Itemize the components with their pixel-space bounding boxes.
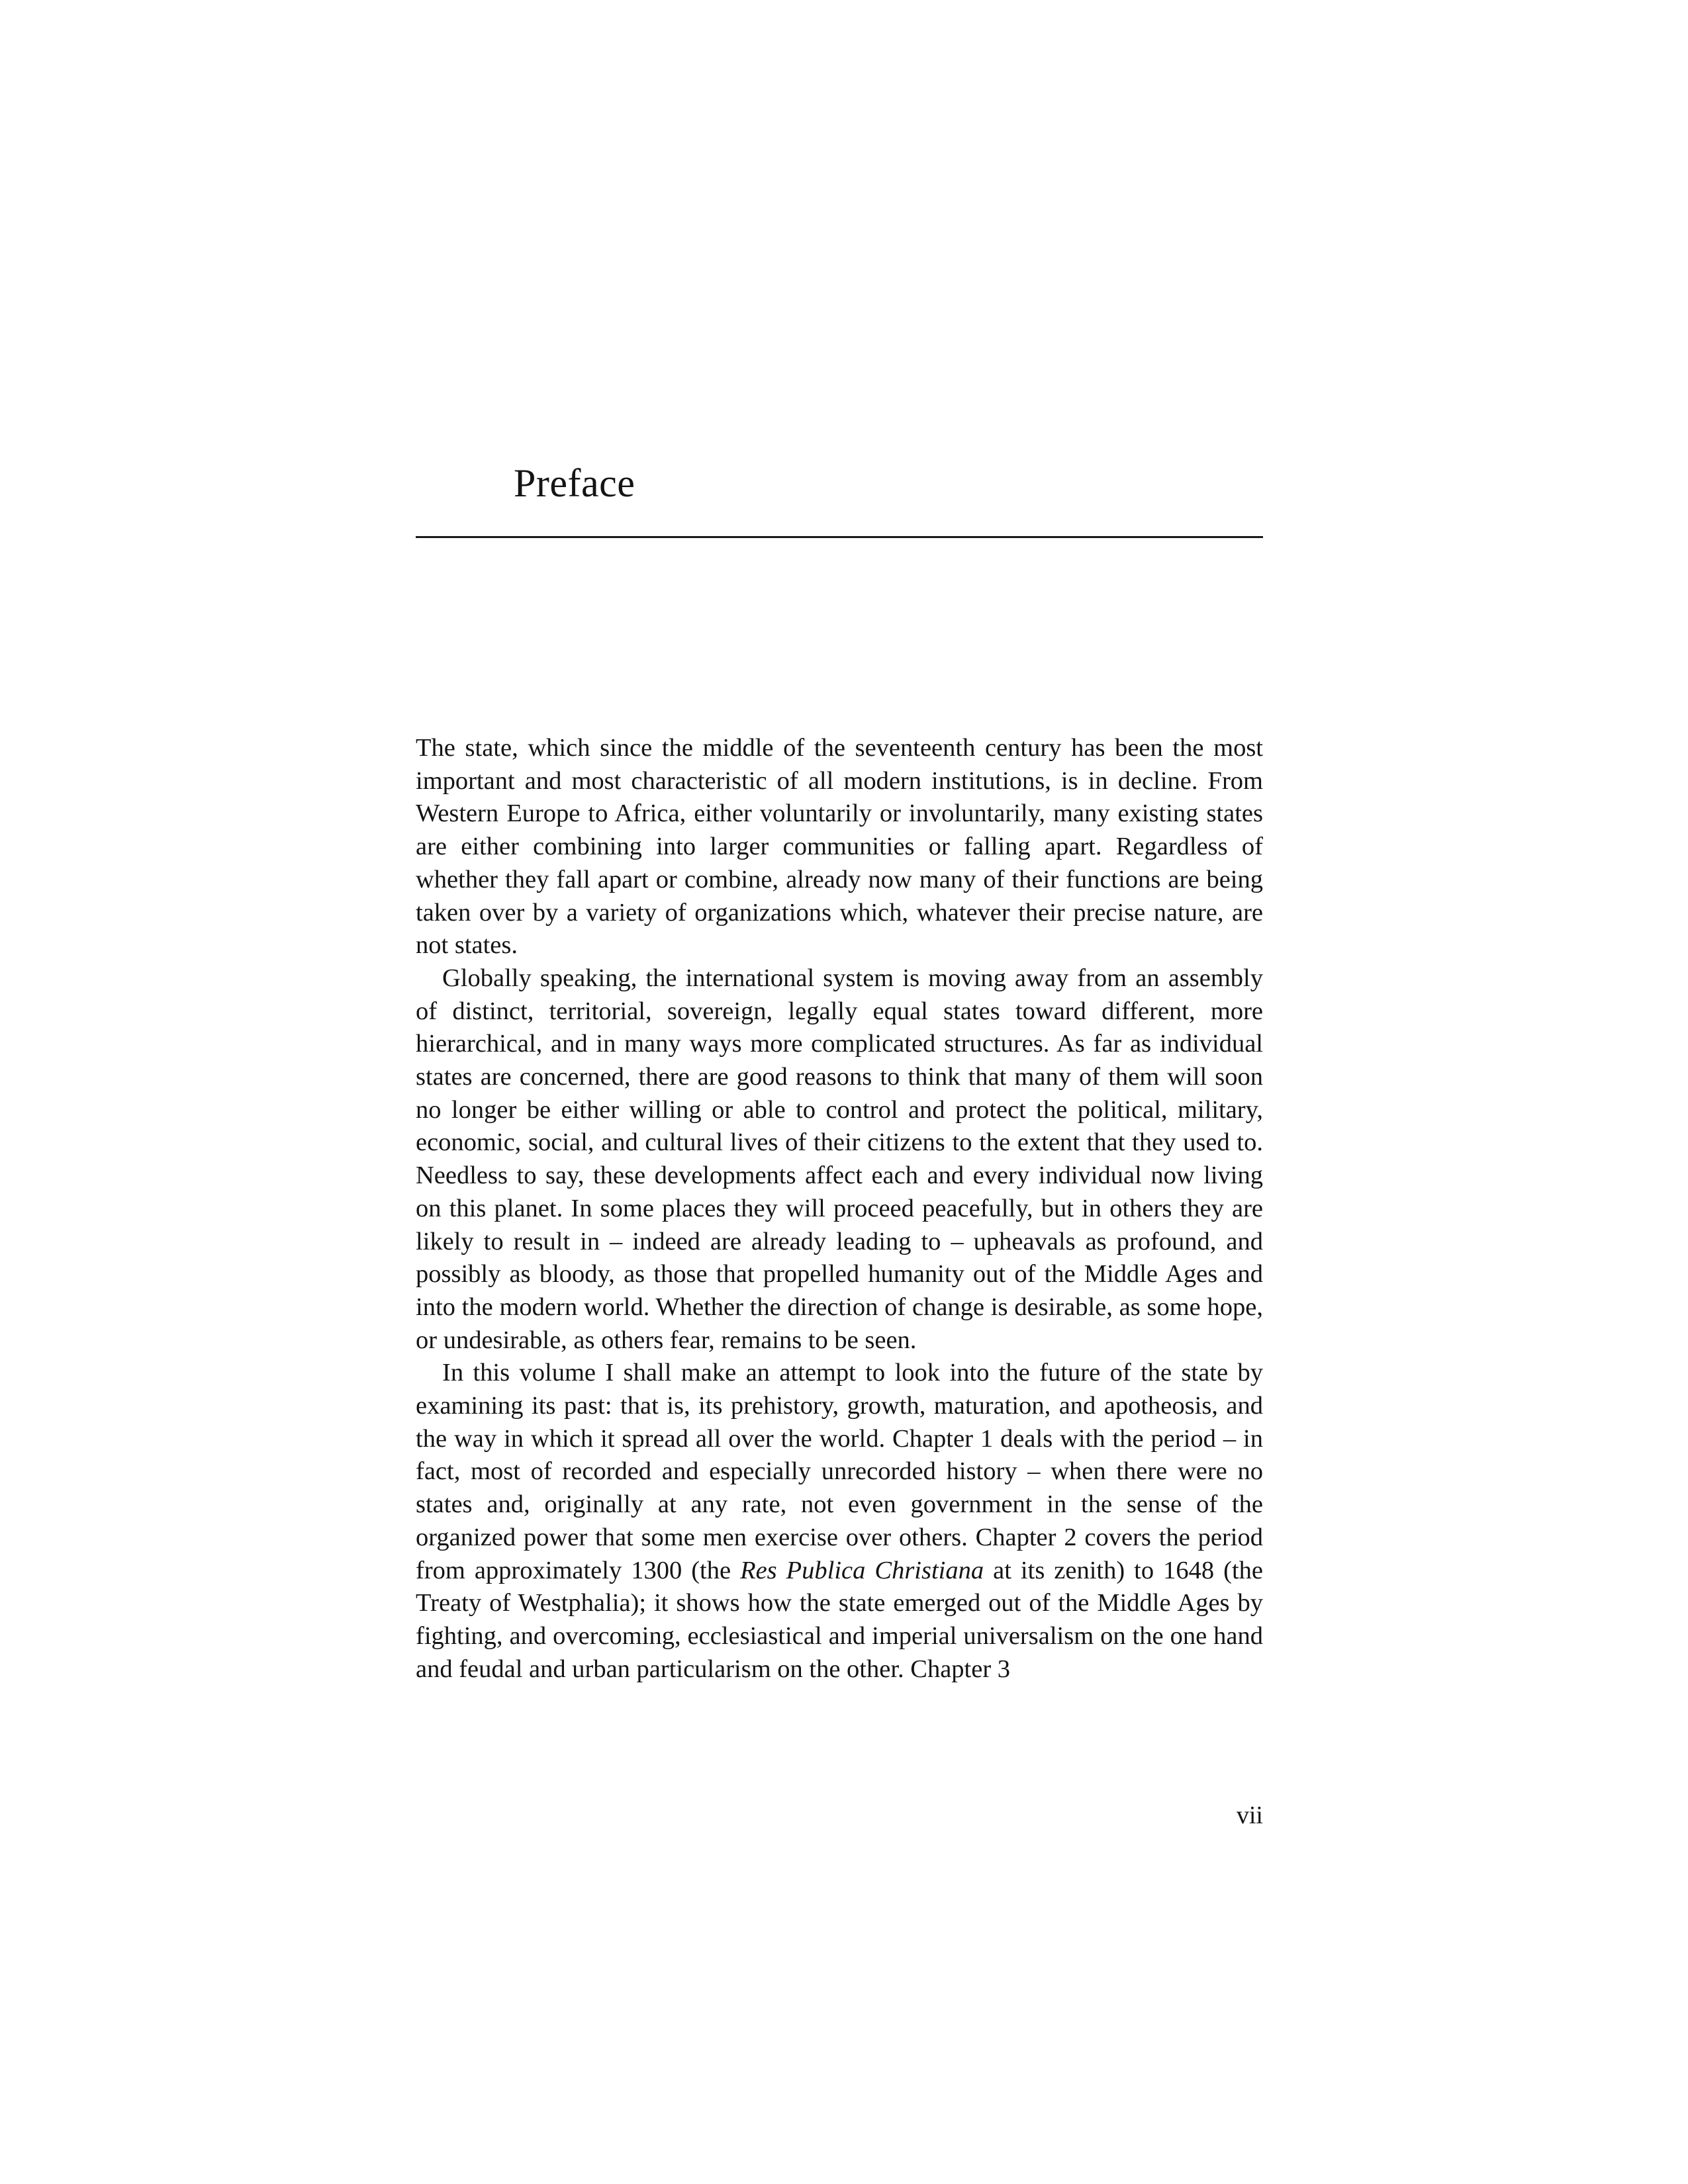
paragraph-2 [416,962,1263,1357]
paragraph-text: The state, which since the middle of the seventeenth century has been the most important and most characteristic of all modern institutions, is in decline. From Western Europe to Africa, either voluntarily or involuntarily, many existing states are either combining into larger communities or falling apart. Regardless of whether they fall apart or combine, already now many of their functions are being taken over by a variety of organizations which, whatever their precise nature, are not states. [416,734,1263,960]
paragraph-1 [416,732,1263,962]
title-rule [416,536,1263,538]
paragraph-text: In this volume I shall make an attempt to look into the future of the state by examining its past: that is, its prehistory, growth, maturation, and apotheosis, and the way in which it spread all over the world. Chapter 1 deals with the period – in fact, most of recorded and especially unrecorded history – when there were no states and, originally at any rate, not even government in the sense of the organized power that some men exercise over others. Chapter 2 covers the period from approximately 1300 (the [416,1359,1263,1584]
paragraph-text: at its zenith) to 1648 (the Treaty of Westphalia); it shows how the state emerged out of the Middle Ages by fighting, and overcoming, ecclesiastical and imperial universalism on the one hand and feudal and urban particularism on the other. Chapter 3 [416,1556,1263,1683]
paragraph-3 [416,1357,1263,1686]
page-number: vii [1236,1801,1263,1829]
chapter-title: Preface [514,461,635,505]
italic-title-res-publica: Res Publica Christiana [740,1556,984,1584]
paragraph-text: Globally speaking, the international system is moving away from an assembly of distinct, territorial, sovereign, legally equal states toward different, more hierarchical, and in many ways more complicated structures. As far as individual states are concerned, there are good reasons to think that many of them will soon no longer be either willing or able to control and protect the political, military, economic, social, and cultural lives of their citizens to the extent that they used to. Needless to say, these developments affect each and every individual now living on this planet. In some places they will proceed peacefully, but in others they are likely to result in – indeed are already leading to – upheavals as profound, and possibly as bloody, as those that propelled humanity out of the Middle Ages and into the modern world. Whether the direction of change is desirable, as some hope, or undesirable, as others fear, remains to be seen. [416,964,1263,1354]
body-text [416,732,1263,1686]
